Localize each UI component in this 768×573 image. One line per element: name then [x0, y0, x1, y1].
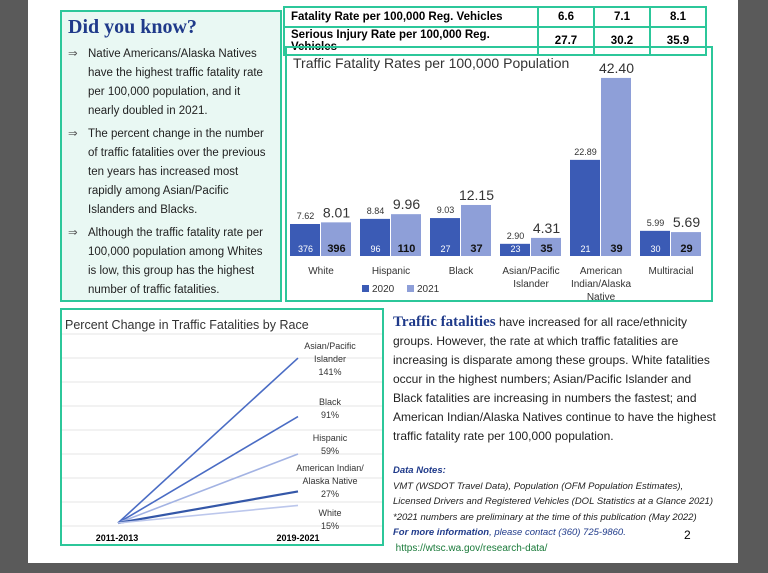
document-page: [28, 0, 738, 563]
count-label: 376: [297, 244, 314, 254]
did-you-know-title: Did you know?: [68, 16, 197, 38]
count-label: 39: [610, 243, 623, 255]
data-label: 9.96: [392, 196, 421, 213]
series-value-label: 59%: [320, 446, 340, 456]
series-label: Hispanic: [312, 433, 348, 443]
arrow-icon: ⇒: [68, 128, 78, 140]
series-line: [118, 358, 298, 523]
data-label: 42.40: [598, 59, 635, 76]
category-label: Black: [448, 266, 474, 277]
data-label: 7.62: [296, 210, 315, 221]
category-label: Hispanic: [371, 266, 411, 277]
category-label: Native: [586, 292, 616, 300]
summary-text: Traffic fatalities have increased for all race/ethnicity groups. However, the rate at which traffic fatalities are increasing is disparate among these groups. White fatalities occur in the highest numbers; Asian/Pacific Islander and Black fatalities are increasing in numbers the fastest; and American Indian/Alaska Natives continue to have the highest traffic fatality rate per 100,000 population.: [393, 314, 716, 443]
legend-swatch: [407, 285, 414, 292]
fatality-rate-bar-chart: [285, 46, 713, 302]
count-label: 30: [650, 244, 661, 254]
series-label: American Indian/: [296, 463, 364, 473]
data-label: 9.03: [436, 205, 455, 216]
research-data-link[interactable]: https://wtsc.wa.gov/research-data/: [395, 542, 548, 554]
arrow-icon: ⇒: [68, 48, 78, 60]
count-label: 35: [540, 243, 553, 255]
data-label: 5.99: [646, 217, 665, 228]
count-label: 37: [470, 243, 483, 255]
percent-change-line-chart: [60, 308, 384, 546]
category-label: American: [579, 266, 623, 277]
table-row: Fatality Rate per 100,000 Reg. Vehicles 6.6 7.1 8.1: [284, 7, 706, 27]
series-label: Islander: [313, 354, 347, 364]
bar-2020: [570, 160, 600, 256]
category-label: White: [308, 266, 334, 277]
data-label: 2.90: [506, 230, 525, 241]
chart-title: Traffic Fatality Rates per 100,000 Population: [293, 55, 570, 71]
category-label: Islander: [513, 279, 549, 290]
series-value-label: 141%: [318, 367, 342, 377]
count-label: 23: [510, 244, 521, 254]
series-line: [118, 454, 298, 523]
fact-bullet: ⇒ Although the traffic fatality rate per 100,000 population among Whites is low, this group has the highest number of traffic fatalities.: [68, 224, 274, 300]
legend-label: 2021: [417, 284, 440, 295]
series-label: Black: [318, 397, 342, 407]
data-label: 12.15: [458, 186, 495, 203]
data-label: 4.31: [532, 219, 561, 236]
fact-bullet: ⇒ Native Americans/Alaska Natives have the highest traffic fatality rate per 100,000 population, and it nearly doubled in 2021.: [68, 45, 274, 121]
x-tick-label: 2011-2013: [95, 533, 139, 543]
count-label: 21: [580, 244, 591, 254]
series-label: Asian/Pacific: [304, 341, 356, 351]
page-number: 2: [684, 528, 691, 542]
category-label: Asian/Pacific: [502, 266, 560, 277]
table-row: Serious Injury Rate per 100,000 Reg. Vehicles 27.7 30.2 35.9: [284, 27, 706, 55]
data-label: 22.89: [574, 146, 597, 157]
data-label: 8.84: [366, 205, 385, 216]
bar-2021: [601, 78, 631, 256]
series-value-label: 15%: [320, 521, 340, 531]
category-label: Multiracial: [648, 266, 694, 277]
count-label: 29: [680, 243, 693, 255]
x-tick-label: 2019-2021: [276, 533, 320, 543]
fact-bullet: ⇒ The percent change in the number of traffic fatalities over the previous ten years has increased most rapidly among Asian/Pacific Islanders and Blacks.: [68, 125, 274, 220]
category-label: Indian/Alaska: [570, 279, 632, 290]
chart-title: Percent Change in Traffic Fatalities by Race: [65, 318, 309, 332]
series-label: White: [318, 508, 342, 518]
legend-swatch: [362, 285, 369, 292]
did-you-know-box: [60, 10, 282, 302]
legend-label: 2020: [372, 284, 395, 295]
count-label: 27: [440, 244, 451, 254]
count-label: 110: [397, 243, 416, 255]
data-label: 5.69: [672, 214, 701, 231]
series-label: Alaska Native: [302, 476, 358, 486]
count-label: 96: [370, 244, 381, 254]
series-value-label: 27%: [320, 489, 340, 499]
data-label: 8.01: [322, 204, 351, 221]
arrow-icon: ⇒: [68, 227, 78, 239]
count-label: 396: [327, 243, 346, 255]
data-notes: Data Notes: VMT (WSDOT Travel Data), Population (OFM Population Estimates), Licensed Drivers and Registered Vehicles (DOL Statistics at a Glance 2021) *2021 numbers are preliminary at the time of this publication (May 2022) For more information, please contact (360) 725-9860. https://wtsc.wa.gov/research-data/: [393, 465, 713, 554]
series-value-label: 91%: [320, 410, 340, 420]
